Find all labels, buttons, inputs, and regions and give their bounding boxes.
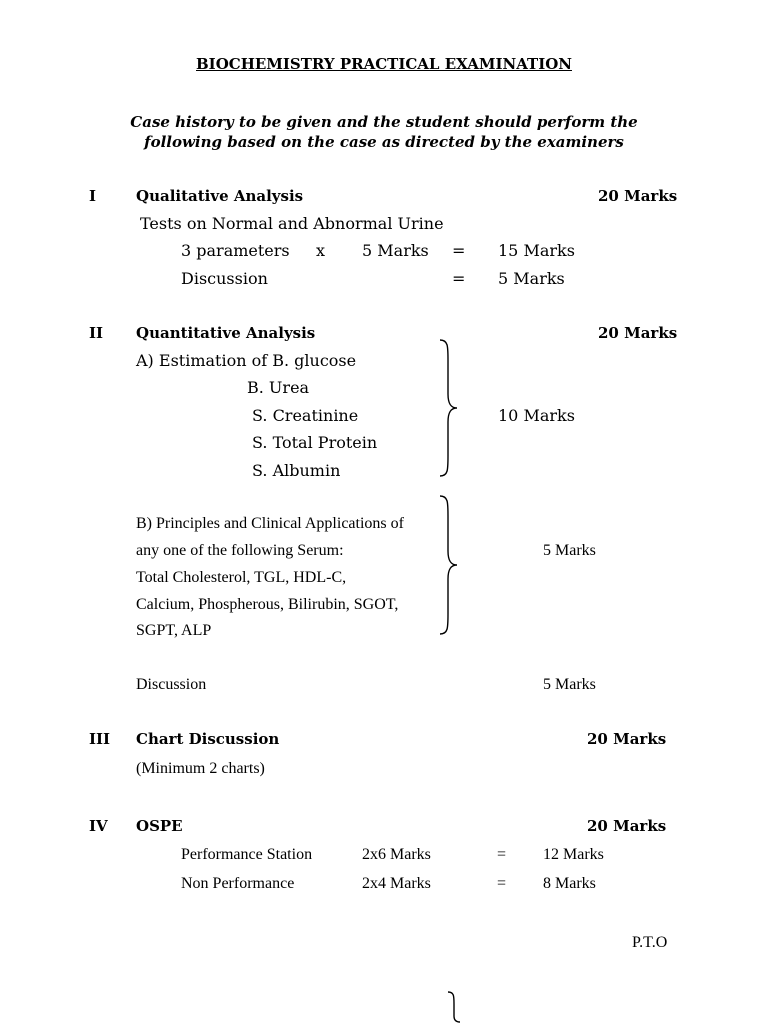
part-a-brace-icon — [438, 338, 462, 478]
section-2-discussion-marks: 5 Marks — [543, 676, 596, 693]
section-1-heading: Qualitative Analysis — [136, 187, 304, 205]
section-1-marks: 20 Marks — [598, 187, 678, 205]
section-2-part-a-item: S. Creatinine — [252, 406, 359, 425]
section-1-row1-op: x — [316, 241, 326, 260]
section-1-row1-eq: = — [452, 241, 466, 260]
section-1-row1-result: 15 Marks — [498, 241, 575, 260]
section-3-numeral: III — [89, 730, 111, 748]
section-3-marks: 20 Marks — [587, 730, 667, 748]
section-2-marks: 20 Marks — [598, 324, 678, 342]
section-4-row-label: Non Performance — [181, 875, 295, 892]
section-4-marks: 20 Marks — [587, 817, 667, 835]
section-2-part-a-item: S. Total Protein — [252, 433, 378, 452]
intro-instructions — [0, 112, 768, 152]
section-2-part-b-line: B) Principles and Clinical Applications of — [136, 515, 404, 532]
page-title: BIOCHEMISTRY PRACTICAL EXAMINATION — [196, 55, 572, 73]
intro-line-2: following based on the case as directed by the examiners — [144, 133, 624, 151]
section-2-part-a-marks: 10 Marks — [498, 406, 575, 425]
section-4-row-result: 12 Marks — [543, 846, 604, 863]
section-3-heading: Chart Discussion — [136, 730, 280, 748]
section-1-row1-factor: 5 Marks — [362, 241, 429, 260]
section-2-part-a-label: A) Estimation of B. glucose — [136, 351, 357, 370]
section-1-row1-label: 3 parameters — [181, 241, 290, 260]
section-1-row2-result: 5 Marks — [498, 269, 565, 288]
section-2-part-b-line: Calcium, Phospherous, Bilirubin, SGOT, — [136, 596, 399, 613]
section-2-heading: Quantitative Analysis — [136, 324, 316, 342]
section-2-discussion-label: Discussion — [136, 676, 207, 693]
section-4-row-result: 8 Marks — [543, 875, 596, 892]
section-2-numeral: II — [89, 324, 104, 342]
section-4-row-factor: 2x4 Marks — [362, 875, 431, 892]
part-b-brace-icon — [438, 494, 462, 636]
section-1-subheading: Tests on Normal and Abnormal Urine — [140, 214, 444, 233]
section-4-row-eq: = — [497, 846, 507, 863]
page-bottom-brace-icon — [446, 990, 466, 1030]
section-4-row-label: Performance Station — [181, 846, 313, 863]
section-2-part-b-marks: 5 Marks — [543, 542, 596, 559]
section-2-part-b-line: any one of the following Serum: — [136, 542, 344, 559]
section-2-part-b-line: Total Cholesterol, TGL, HDL-C, — [136, 569, 347, 586]
section-4-numeral: IV — [89, 817, 108, 835]
section-1-numeral: I — [89, 187, 97, 205]
section-4-row-eq: = — [497, 875, 507, 892]
section-2-part-b-line: SGPT, ALP — [136, 622, 212, 639]
section-1-row2-label: Discussion — [181, 269, 268, 288]
section-2-part-a-item: B. Urea — [247, 378, 310, 397]
section-4-row-factor: 2x6 Marks — [362, 846, 431, 863]
section-4-heading: OSPE — [136, 817, 183, 835]
intro-line-1: Case history to be given and the student should perform the — [130, 113, 638, 131]
pto-note: P.T.O — [632, 934, 668, 951]
section-2-part-a-item: S. Albumin — [252, 461, 341, 480]
section-3-note: (Minimum 2 charts) — [136, 760, 265, 777]
section-1-row2-eq: = — [452, 269, 466, 288]
